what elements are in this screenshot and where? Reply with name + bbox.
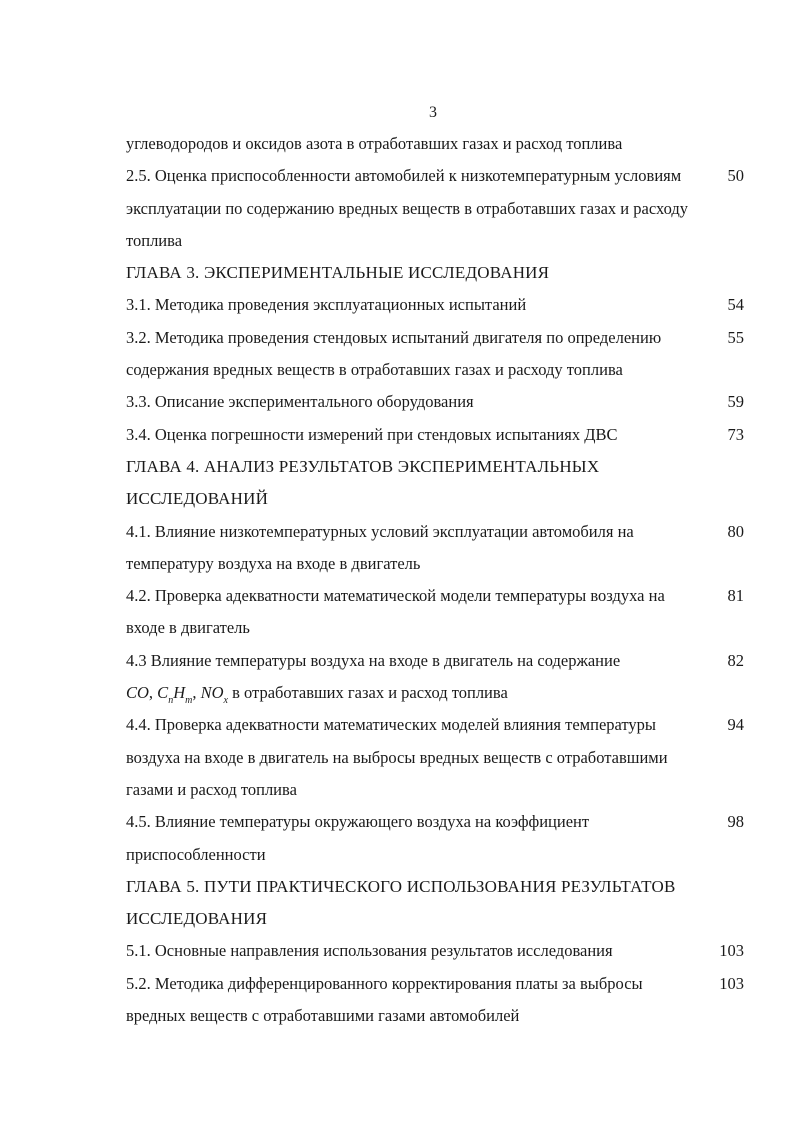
- toc-entry: [126, 580, 746, 645]
- toc-entry-text: ГЛАВА 3. ЭКСПЕРИМЕНТАЛЬНЫЕ ИССЛЕДОВАНИЯ: [126, 263, 550, 283]
- formula-x: x: [223, 695, 228, 707]
- toc-entry-text: 2.5. Оценка приспособленности автомобилей к низкотемпературным условиям эксплуатации по содержанию вредных веществ в отработавших газах и расходу топлива: [126, 166, 688, 250]
- toc-chapter-heading: [126, 871, 746, 936]
- toc-entry-text: 3.3. Описание экспериментального оборудования: [126, 392, 474, 412]
- toc-entry-page: 50: [727, 166, 744, 186]
- formula-n: n: [168, 695, 174, 707]
- toc-entry-page: 55: [727, 327, 744, 347]
- toc-entry: [126, 516, 746, 581]
- toc-entry-text: 4.5. Влияние температуры окружающего воздуха на коэффициент приспособленности: [126, 812, 590, 864]
- toc-entry-page: 103: [719, 973, 744, 993]
- toc-entry-text: CO, $C_nH_m$, $NO_x$ в отработавших газах и расход топлива: [126, 683, 508, 707]
- toc-entry-text: 3.4. Оценка погрешности измерений при стендовых испытаниях ДВС: [126, 424, 618, 444]
- toc-entry-page: 103: [719, 941, 744, 961]
- formula-no: NO: [200, 683, 224, 703]
- toc-entry: [126, 386, 746, 418]
- toc-entry: [126, 645, 746, 677]
- toc-entry-page: 98: [727, 812, 744, 832]
- toc-entry-page: 82: [727, 650, 744, 670]
- toc-entry-text: 3.2. Методика проведения стендовых испытаний двигателя по определению содержания вредных веществ в отработавших газах и расходу топлива: [126, 327, 662, 380]
- formula-co: CO: [126, 683, 149, 703]
- toc-entry: [126, 419, 746, 451]
- toc-entry: [126, 806, 746, 871]
- toc-entry-text: 5.2. Методика дифференцированного корректирования платы за выбросы вредных веществ с отработавшими газами автомобилей: [126, 973, 643, 1026]
- toc-entry-text: ГЛАВА 5. ПУТИ ПРАКТИЧЕСКОГО ИСПОЛЬЗОВАНИЯ РЕЗУЛЬТАТОВ ИССЛЕДОВАНИЯ: [126, 876, 676, 929]
- formula-m: m: [185, 695, 193, 707]
- toc-entry-page: 73: [727, 424, 744, 444]
- toc-entry: [126, 935, 746, 967]
- toc-entry-text: 5.1. Основные направления использования результатов исследования: [126, 941, 613, 961]
- toc-entry: [126, 128, 746, 160]
- toc-chapter-heading: [126, 257, 746, 289]
- toc-entry-formula-line: [126, 677, 746, 709]
- table-of-contents: [126, 128, 746, 1032]
- toc-entry: [126, 289, 746, 321]
- toc-entry-page: 80: [727, 521, 744, 541]
- toc-entry-text-rest: в отработавших газах и расход топлива: [232, 683, 508, 703]
- toc-entry-text: 3.1. Методика проведения эксплуатационных испытаний: [126, 295, 527, 315]
- formula-c: C: [157, 683, 169, 703]
- toc-entry-text: 4.1. Влияние низкотемпературных условий эксплуатации автомобиля на температуру воздуха на входе в двигатель: [126, 521, 634, 573]
- toc-entry-text: 4.4. Проверка адекватности математических моделей влияния температуры воздуха на входе в двигатель на выбросы вредных веществ с отработавшими газами и расход топлива: [126, 715, 668, 799]
- page-number: 3: [429, 104, 437, 121]
- toc-entry: [126, 968, 746, 1033]
- toc-chapter-heading: [126, 451, 746, 516]
- toc-entry-page: 54: [727, 295, 744, 315]
- toc-entry: [126, 322, 746, 387]
- toc-entry-text: 4.2. Проверка адекватности математической модели температуры воздуха на входе в двигатель: [126, 586, 665, 638]
- toc-entry: [126, 160, 746, 257]
- toc-entry-page: 59: [727, 392, 744, 412]
- toc-entry: [126, 709, 746, 806]
- toc-entry-text: углеводородов и оксидов азота в отработавших газах и расход топлива: [126, 134, 623, 153]
- toc-entry-text: 4.3 Влияние температуры воздуха на входе в двигатель на содержание: [126, 650, 621, 670]
- toc-entry-page: 81: [727, 586, 744, 606]
- toc-entry-page: 94: [727, 715, 744, 735]
- toc-entry-text: ГЛАВА 4. АНАЛИЗ РЕЗУЛЬТАТОВ ЭКСПЕРИМЕНТАЛЬНЫХ ИССЛЕДОВАНИЙ: [126, 456, 600, 509]
- formula-h: H: [173, 683, 186, 703]
